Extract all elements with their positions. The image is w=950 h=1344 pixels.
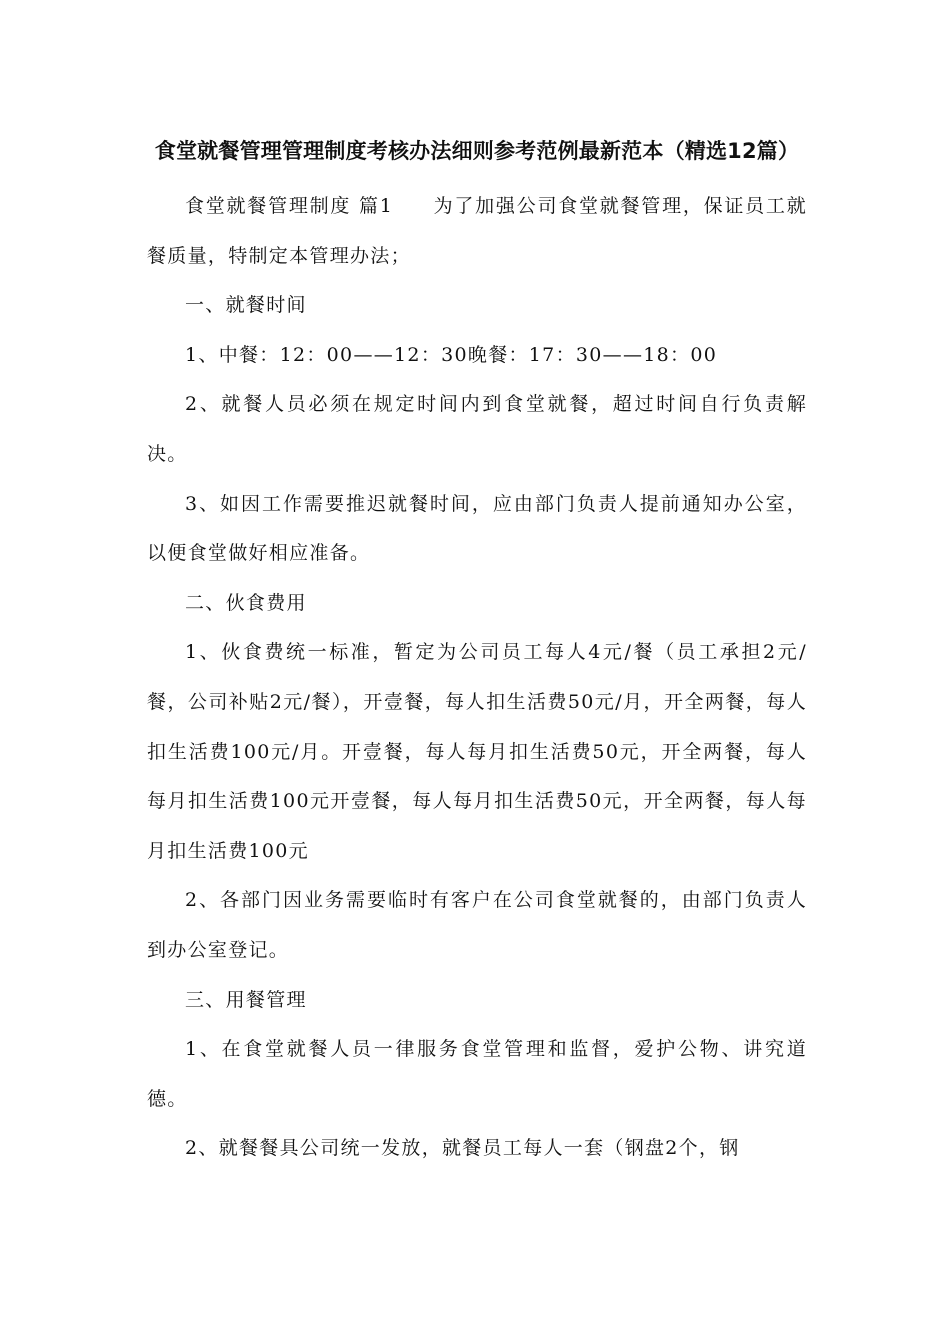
paragraph-dining-management-1: 1、在食堂就餐人员一律服务食堂管理和监督，爱护公物、讲究道德。 [147,1038,807,1110]
document-title: 食堂就餐管理管理制度考核办法细则参考范例最新范本（精选12篇） [154,139,800,163]
paragraph-meal-fees-1: 1、伙食费统一标准，暂定为公司员工每人4元/餐（员工承担2元/餐，公司补贴2元/餐），开壹餐，每人扣生活费50元/月，开全两餐，每人扣生活费100元/月。开壹餐，每人每月扣生活费50元，开全两餐，每人每月扣生活费100元开壹餐，每人每月扣生活费50元，开全两餐，每人每月扣生活费100元 [147,641,807,862]
paragraph-dining-time-2: 2、就餐人员必须在规定时间内到食堂就餐，超过时间自行负责解决。 [147,393,807,465]
section-heading-dining-management: 三、用餐管理 [185,988,307,1011]
document-body [147,182,807,1174]
section-heading-meal-fees: 二、伙食费用 [185,591,307,614]
intro-text: 为了加强公司食堂就餐管理，保证员工就餐质量，特制定本管理办法； [147,195,807,267]
paragraph-meal-fees-2: 2、各部门因业务需要临时有客户在公司食堂就餐的，由部门负责人到办公室登记。 [147,889,807,961]
section-heading-dining-time: 一、就餐时间 [185,294,307,317]
document-page [147,125,807,1174]
intro-paragraph [147,182,807,281]
intro-label: 食堂就餐管理制度 篇1 [185,195,394,217]
paragraph-dining-time-3: 3、如因工作需要推迟就餐时间，应由部门负责人提前通知办公室，以便食堂做好相应准备。 [147,492,807,565]
paragraph-dining-time-1: 1、中餐：12：00——12：30晚餐：17：30——18：00 [185,343,718,366]
paragraph-dining-management-2: 2、就餐餐具公司统一发放，就餐员工每人一套（钢盘2个，钢 [185,1137,740,1160]
